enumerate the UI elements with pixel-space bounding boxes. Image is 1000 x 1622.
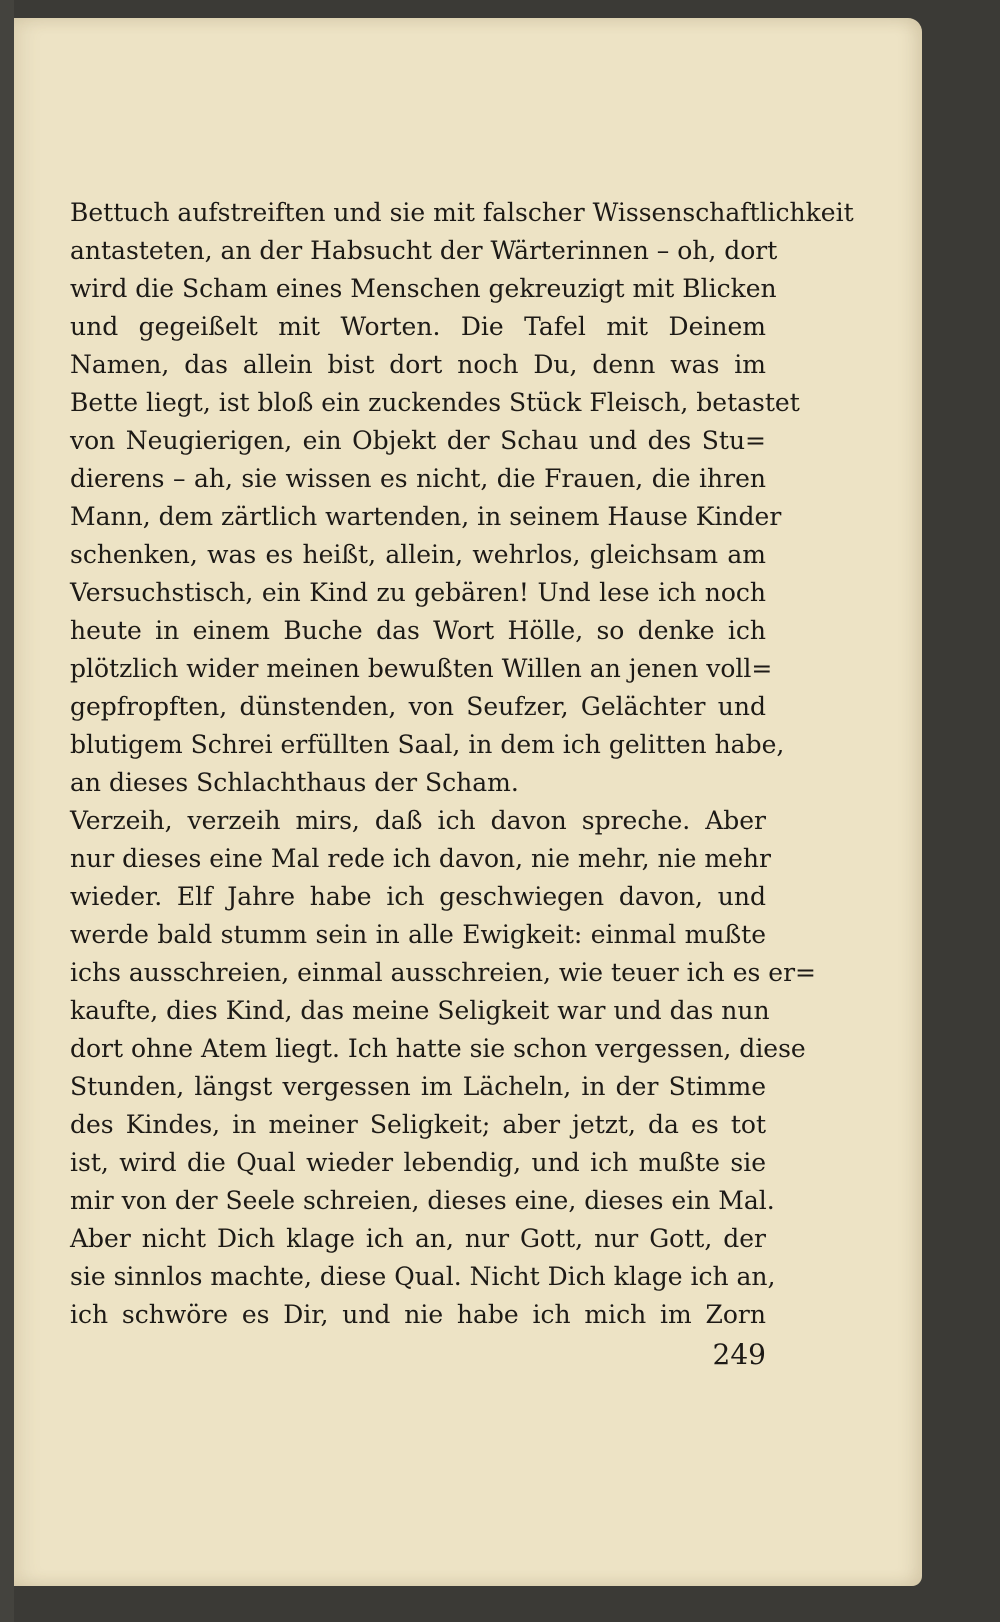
text-line: Verzeih, verzeih mirs, daß ich davon spreche. Aber [70,806,766,835]
text-line: des Kindes, in meiner Seligkeit; aber jetzt, da es tot [70,1110,766,1139]
book-page [14,18,922,1586]
text-line: heute in einem Buche das Wort Hölle, so denke ich [70,616,766,645]
text-line: ich schwöre es Dir, und nie habe ich mich im Zorn [70,1300,766,1329]
text-line: mir von der Seele schreien, dieses eine, dieses ein Mal. [70,1186,775,1215]
text-line: Mann, dem zärtlich wartenden, in seinem Hause Kinder [70,502,782,531]
body-text [70,194,854,1334]
text-line: an dieses Schlachthaus der Scham. [70,768,519,797]
text-line: dort ohne Atem liegt. Ich hatte sie schon vergessen, diese [70,1034,806,1063]
text-line: Aber nicht Dich klage ich an, nur Gott, nur Gott, der [70,1224,766,1253]
text-line: ichs ausschreien, einmal ausschreien, wie teuer ich es er= [70,958,816,987]
text-line: Versuchstisch, ein Kind zu gebären! Und lese ich noch [70,578,766,607]
text-line: wieder. Elf Jahre habe ich geschwiegen davon, und [70,882,766,911]
text-line: Bette liegt, ist bloß ein zuckendes Stück Fleisch, betastet [70,388,800,417]
text-line: antasteten, an der Habsucht der Wärterinnen – oh, dort [70,236,778,265]
text-line: wird die Scham eines Menschen gekreuzigt mit Blicken [70,274,777,303]
text-line: Bettuch aufstreiften und sie mit falscher Wissenschaftlichkeit [70,198,854,227]
text-line: und gegeißelt mit Worten. Die Tafel mit Deinem [70,312,766,341]
text-line: blutigem Schrei erfüllten Saal, in dem ich gelitten habe, [70,730,785,759]
text-line: schenken, was es heißt, allein, wehrlos, gleichsam am [70,540,766,569]
text-line: plötzlich wider meinen bewußten Willen an jenen voll= [70,654,773,683]
text-line: sie sinnlos machte, diese Qual. Nicht Dich klage ich an, [70,1262,776,1291]
text-line: gepfropften, dünstenden, von Seufzer, Gelächter und [70,692,766,721]
text-line: nur dieses eine Mal rede ich davon, nie mehr, nie mehr [70,844,771,873]
text-line: Stunden, längst vergessen im Lächeln, in der Stimme [70,1072,766,1101]
book-edge [0,0,14,1622]
text-line: werde bald stumm sein in alle Ewigkeit: einmal mußte [70,920,766,949]
text-line: kaufte, dies Kind, das meine Seligkeit war und das nun [70,996,770,1025]
text-line: von Neugierigen, ein Objekt der Schau und des Stu= [70,426,766,455]
text-line: Namen, das allein bist dort noch Du, denn was im [70,350,766,379]
text-line: dierens – ah, sie wissen es nicht, die Frauen, die ihren [70,464,766,493]
text-line: ist, wird die Qual wieder lebendig, und ich mußte sie [70,1148,766,1177]
page-number: 249 [712,1338,766,1371]
